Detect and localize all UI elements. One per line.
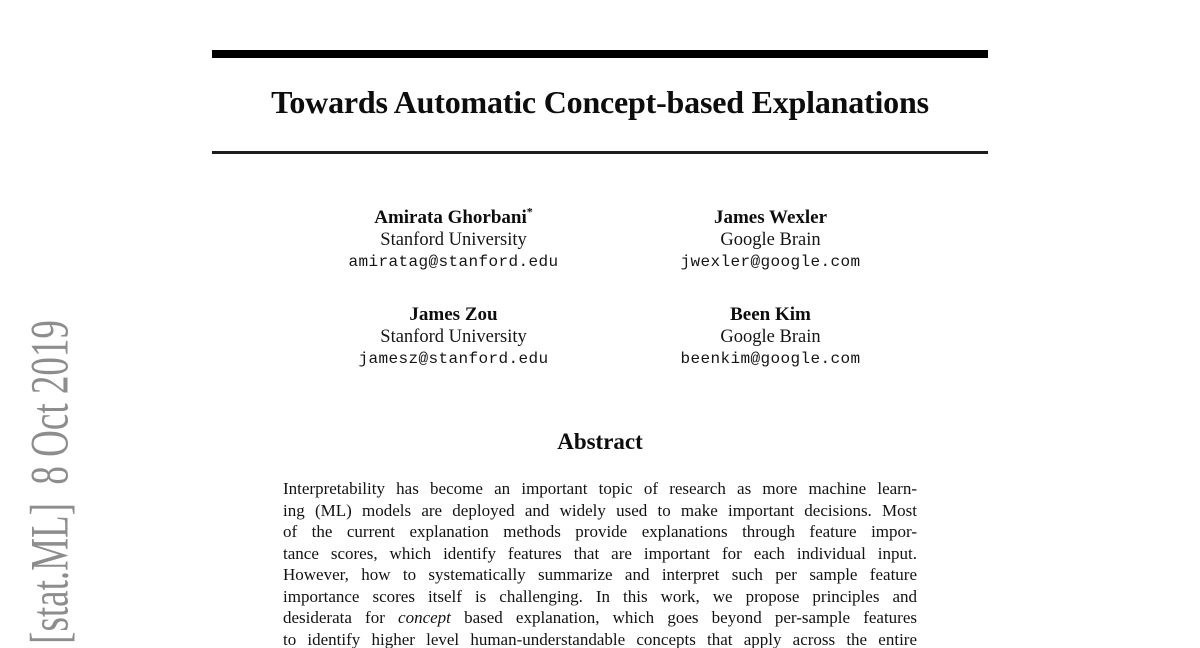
author-block xyxy=(612,207,929,273)
title-rule-bottom xyxy=(212,151,988,154)
author-name xyxy=(612,304,929,326)
author-block xyxy=(295,204,612,273)
author-name-text: Amirata Ghorbani xyxy=(374,207,527,228)
abstract-line: importance scores itself is challenging. In this work, we propose principles and xyxy=(283,586,917,606)
arxiv-watermark: [stat.ML] 8 Oct 2019 xyxy=(21,320,81,644)
author-footnote-mark: * xyxy=(526,204,533,219)
author-email: jamesz@stanford.edu xyxy=(358,350,549,368)
author-name xyxy=(612,207,929,229)
author-block xyxy=(612,304,929,370)
abstract-line-post: based explanation, which goes beyond per-sample features xyxy=(450,608,917,627)
author-name xyxy=(295,204,612,229)
author-email: amiratag@stanford.edu xyxy=(348,253,559,271)
author-affiliation: Stanford University xyxy=(380,230,527,250)
author-name-text: Been Kim xyxy=(730,304,811,325)
paper-title: Towards Automatic Concept-based Explanations xyxy=(271,84,929,120)
abstract-line: to identify higher level human-understandable concepts that apply across the entire xyxy=(283,629,917,648)
author-affiliation: Google Brain xyxy=(720,230,821,250)
author-name xyxy=(295,304,612,326)
abstract-line: ing (ML) models are deployed and widely used to make important decisions. Most xyxy=(283,500,917,520)
abstract-line: However, how to systematically summarize and interpret such per sample feature xyxy=(283,565,917,584)
abstract-line xyxy=(283,607,917,629)
author-email: jwexler@google.com xyxy=(680,253,861,271)
author-affiliation: Google Brain xyxy=(720,327,821,347)
abstract-body xyxy=(283,478,917,648)
abstract-heading: Abstract xyxy=(557,429,643,454)
author-block xyxy=(295,304,612,370)
author-email: beenkim@google.com xyxy=(680,350,861,368)
abstract-line-italic-term: concept xyxy=(398,608,451,627)
abstract-line-pre: desiderata for xyxy=(283,608,399,627)
abstract-line: tance scores, which identify features that are important for each individual input. xyxy=(283,543,917,563)
title-rule-top xyxy=(212,50,988,58)
author-name-text: James Wexler xyxy=(713,207,828,228)
author-grid xyxy=(295,204,929,370)
abstract-line: Interpretability has become an important topic of research as more machine learn- xyxy=(283,479,917,498)
abstract-line: of the current explanation methods provide explanations through feature impor- xyxy=(283,522,917,541)
author-affiliation: Stanford University xyxy=(380,327,527,347)
author-name-text: James Zou xyxy=(409,304,498,325)
